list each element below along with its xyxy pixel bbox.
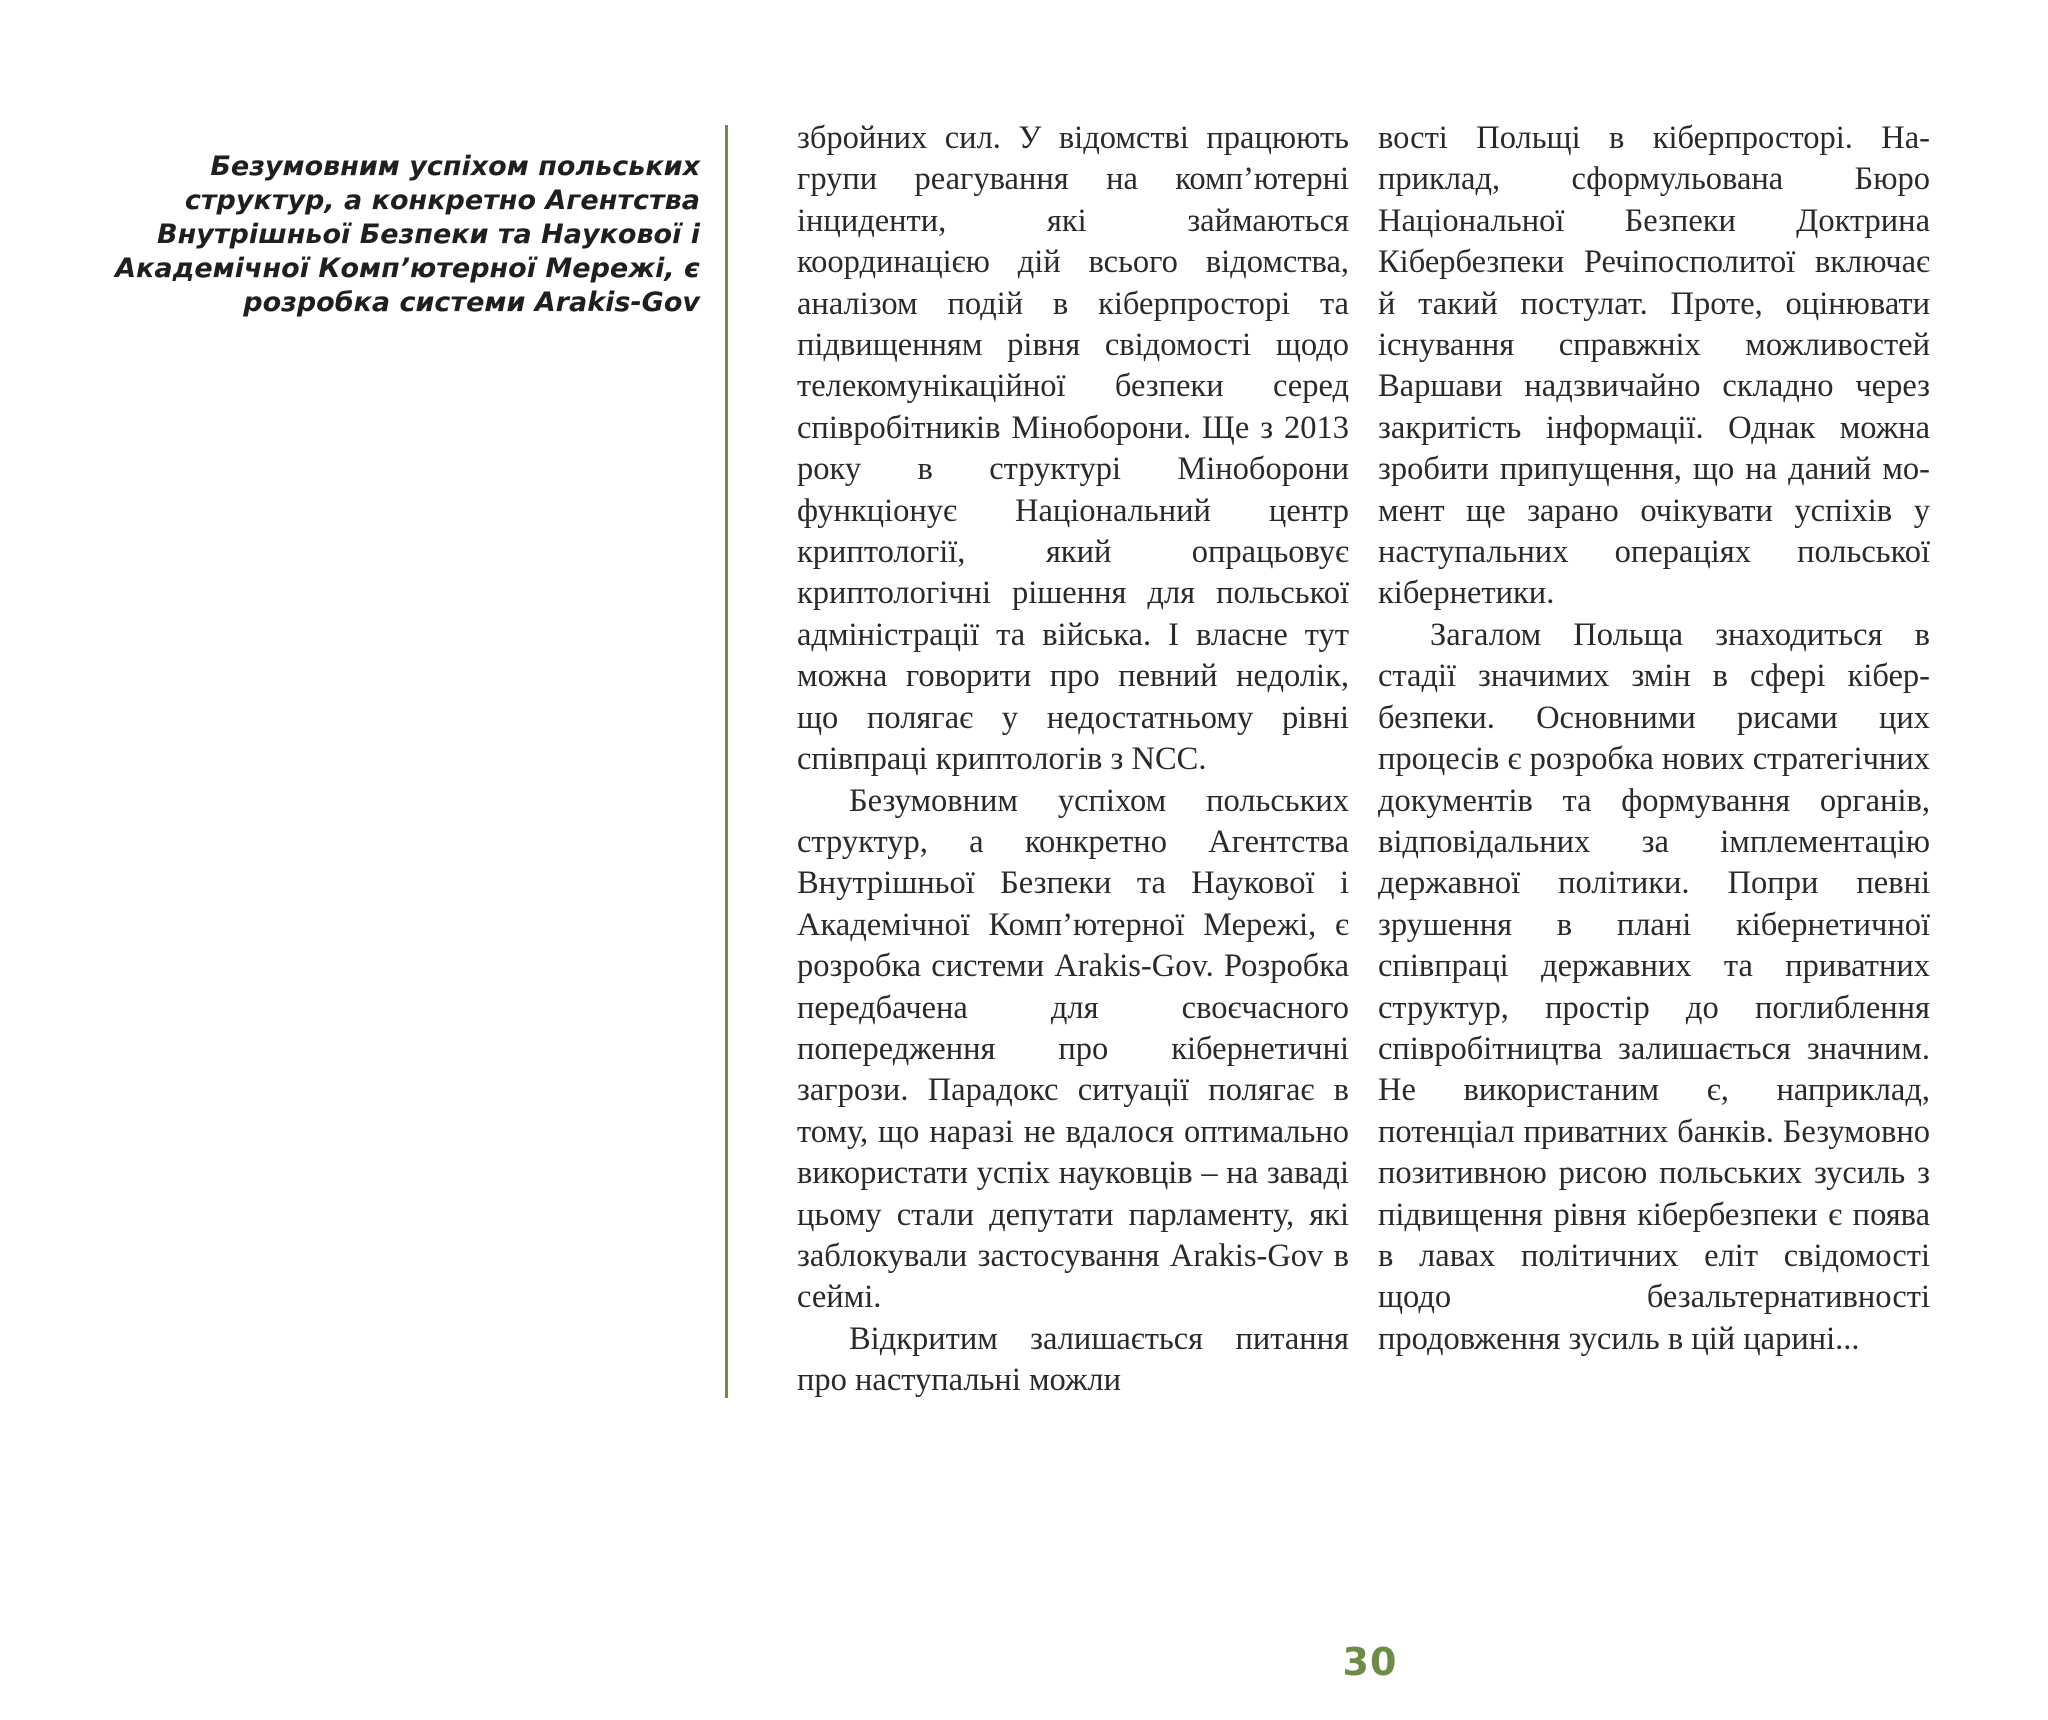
text-column-1 bbox=[797, 118, 1349, 1402]
pull-quote: Безумовним успіхом польських структур, а конкретно Агентства Внутрішньої Безпеки та Наукової і Академічної Комп’ютерної Мережі, є розробка системи Arakis-Gov bbox=[115, 151, 700, 318]
paragraph: збройних сил. У відомстві працюють групи реагування на комп’ютерні інциденти, які займаються координацією дій всього відомства, аналізом подій в кіберпросторі та підвищенням рівня свідомості щодо телекомунікаційної безпеки серед співробітників Міноборони. Ще з 2013 року в структурі Міноборони функціонує Національний центр криптології, який опрацьовує криптологічні рішення для польської адміністрації та війська. І власне тут можна говорити про певний недолік, що полягає у недостатньому рівні співпраці криптологів з NCC. bbox=[797, 120, 1349, 778]
page-number: 30 bbox=[1342, 1640, 1398, 1684]
paragraph: Безумовним успіхом польських структур, а конкретно Агентства Внутрішньої Безпеки та Наукової і Академічної Комп’ютерної Мережі, є розробка системи Arakis-Gov. Розробка передбачена для своєчасного попередження про кібернетичні загрози. Парадокс ситуації полягає в тому, що наразі не вдалося оптимально використати успіх науковців – на заваді цьому стали депутати парламенту, які заблокували застосування Arakis-Gov в сеймі. bbox=[797, 782, 1349, 1316]
paragraph: Відкритим залишається питання про наступальні можли bbox=[797, 1320, 1349, 1399]
text-column-2 bbox=[1378, 118, 1930, 1360]
vertical-divider bbox=[725, 125, 728, 1398]
paragraph: Загалом Польща знаходиться в стадії значимих змін в сфері кібербезпеки. Основними рисами цих процесів є розробка нових стратегічних документів та формування органів, відповідальних за імплементацію державної політики. Попри певні зрушення в плані кібернетичної співпраці державних та приватних структур, простір до поглиблення співробітництва залишається значним. Не використаним є, наприклад, потенціал приватних банків. Безумовно позитивною рисою польських зусиль з підвищення рівня кібербезпеки є поява в лавах політичних еліт свідомості щодо безальтернативності продовження зусиль в цій царині... bbox=[1378, 616, 1930, 1357]
paragraph: вості Польщі в кіберпросторі. Наприклад, сформульована Бюро Національної Безпеки Доктрина Кібербезпеки Речіпосполитої включає й такий постулат. Проте, оцінювати існування справжніх можливостей Варшави надзвичайно складно через закритість інформації. Однак можна зробити припущення, що на даний момент ще зарано очікувати успіхів у наступальних операціях польської кібернетики. bbox=[1378, 120, 1930, 612]
